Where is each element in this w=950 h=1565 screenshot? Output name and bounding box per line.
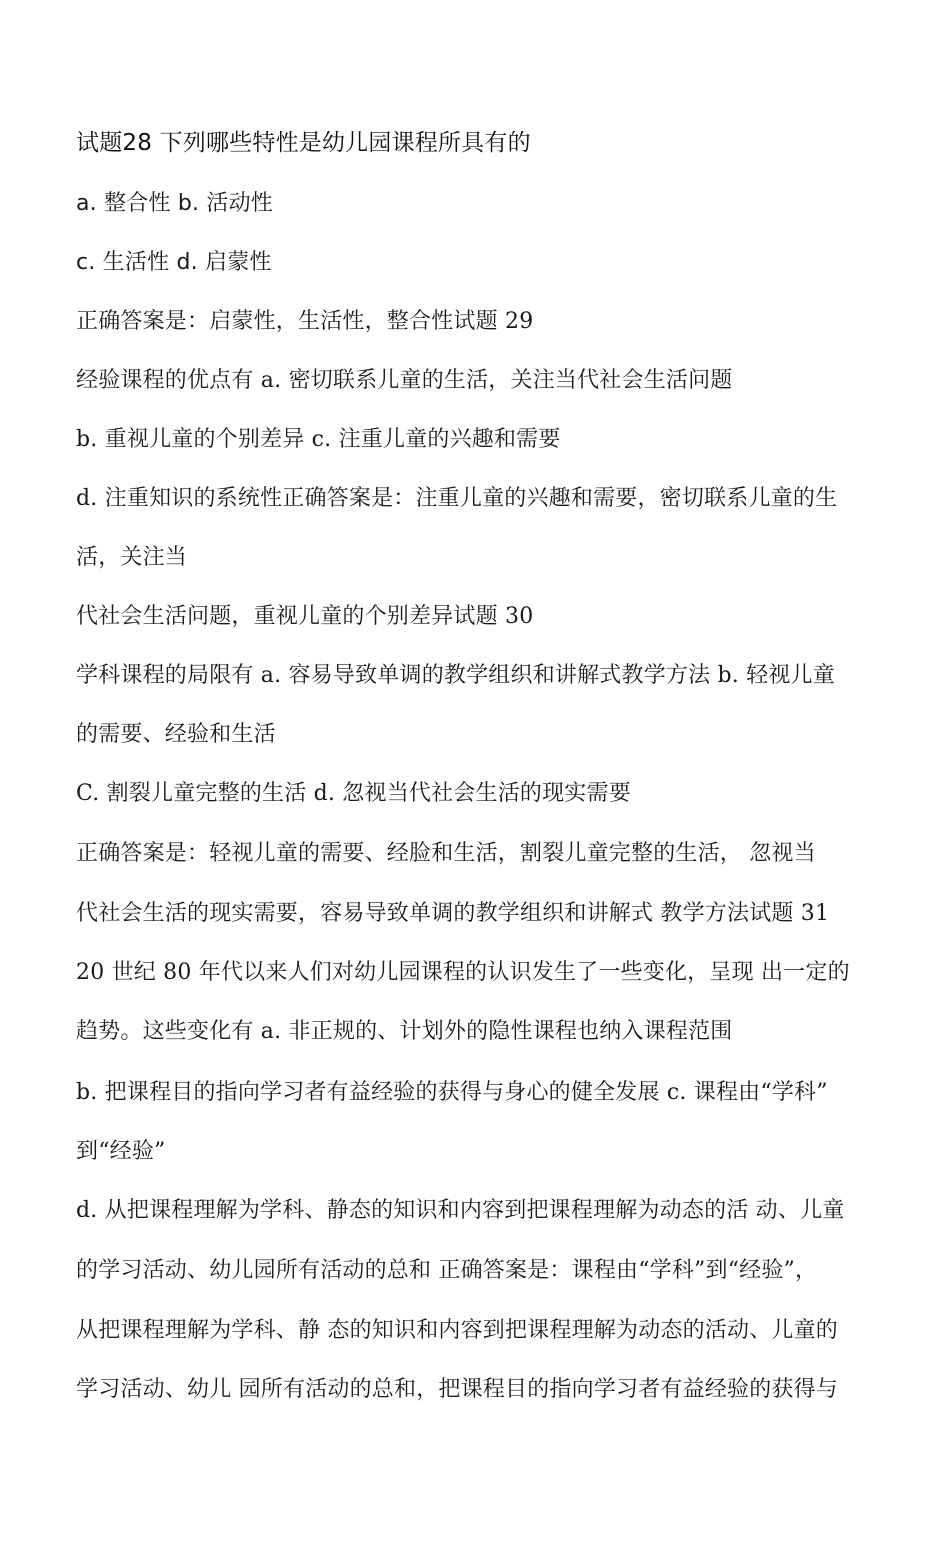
question-31-option-d-answer: 的学习活动、幼儿园所有活动的总和 正确答案是：课程由“学科”到“经验”， [76,1258,818,1283]
question-30-option-b-continued: 的需要、经验和生活 [76,722,276,747]
question-30-answer: 正确答案是：轻视儿童的需要、经脸和生活，割裂儿童完整的生活， 忽视当 [76,841,816,866]
question-30-options-cd: C. 割裂儿童完整的生活 d. 忽视当代社会生活的现实需要 [76,781,631,806]
question-31-options-bc: b. 把课程目的指向学习者有益经验的获得与身心的健全发展 c. 课程由“学科” [76,1080,828,1105]
question-29-answer-continued: 活，关注当 [76,545,188,570]
question-30-answer-continued: 代社会生活的现实需要，容易导致单调的教学组织和讲解式 教学方法试题 31 [76,901,830,926]
question-28-options-ab: a. 整合性 b. 活动性 [76,191,274,216]
question-31-stem: 20 世纪 80 年代以来人们对幼儿园课程的认识发生了一些变化，呈现 出一定的 [76,960,850,985]
question-31-answer-end: 学习活动、幼儿 园所有活动的总和，把课程目的指向学习者有益经验的获得与 [76,1377,838,1402]
question-31-option-d: d. 从把课程理解为学科、静态的知识和内容到把课程理解为动态的活 动、儿童 [76,1198,845,1223]
question-28-title: 试题28 下列哪些特性是幼儿园课程所具有的 [76,130,531,156]
question-30-stem: 学科课程的局限有 a. 容易导致单调的教学组织和讲解式教学方法 b. 轻视儿童 [76,663,835,688]
question-29-option-d-answer: d. 注重知识的系统性正确答案是：注重儿童的兴趣和需要，密切联系儿童的生 [76,486,838,511]
question-31-answer-continued: 从把课程理解为学科、静 态的知识和内容到把课程理解为动态的活动、儿童的 [76,1318,838,1343]
question-28-answer: 正确答案是：启蒙性，生活性，整合性试题 29 [76,309,534,334]
question-29-answer-end: 代社会生活问题，重视儿童的个别差异试题 30 [76,604,534,629]
question-29-options-bc: b. 重视儿童的个别差异 c. 注重儿童的兴趣和需要 [76,427,561,452]
question-31-option-a: 趋势。这些变化有 a. 非正规的、计划外的隐性课程也纳入课程范围 [76,1019,733,1044]
question-28-options-cd: c. 生活性 d. 启蒙性 [76,250,272,275]
question-31-option-c-continued: 到“经验” [76,1139,166,1164]
question-29-stem: 经验课程的优点有 a. 密切联系儿童的生活，关注当代社会生活问题 [76,368,733,393]
